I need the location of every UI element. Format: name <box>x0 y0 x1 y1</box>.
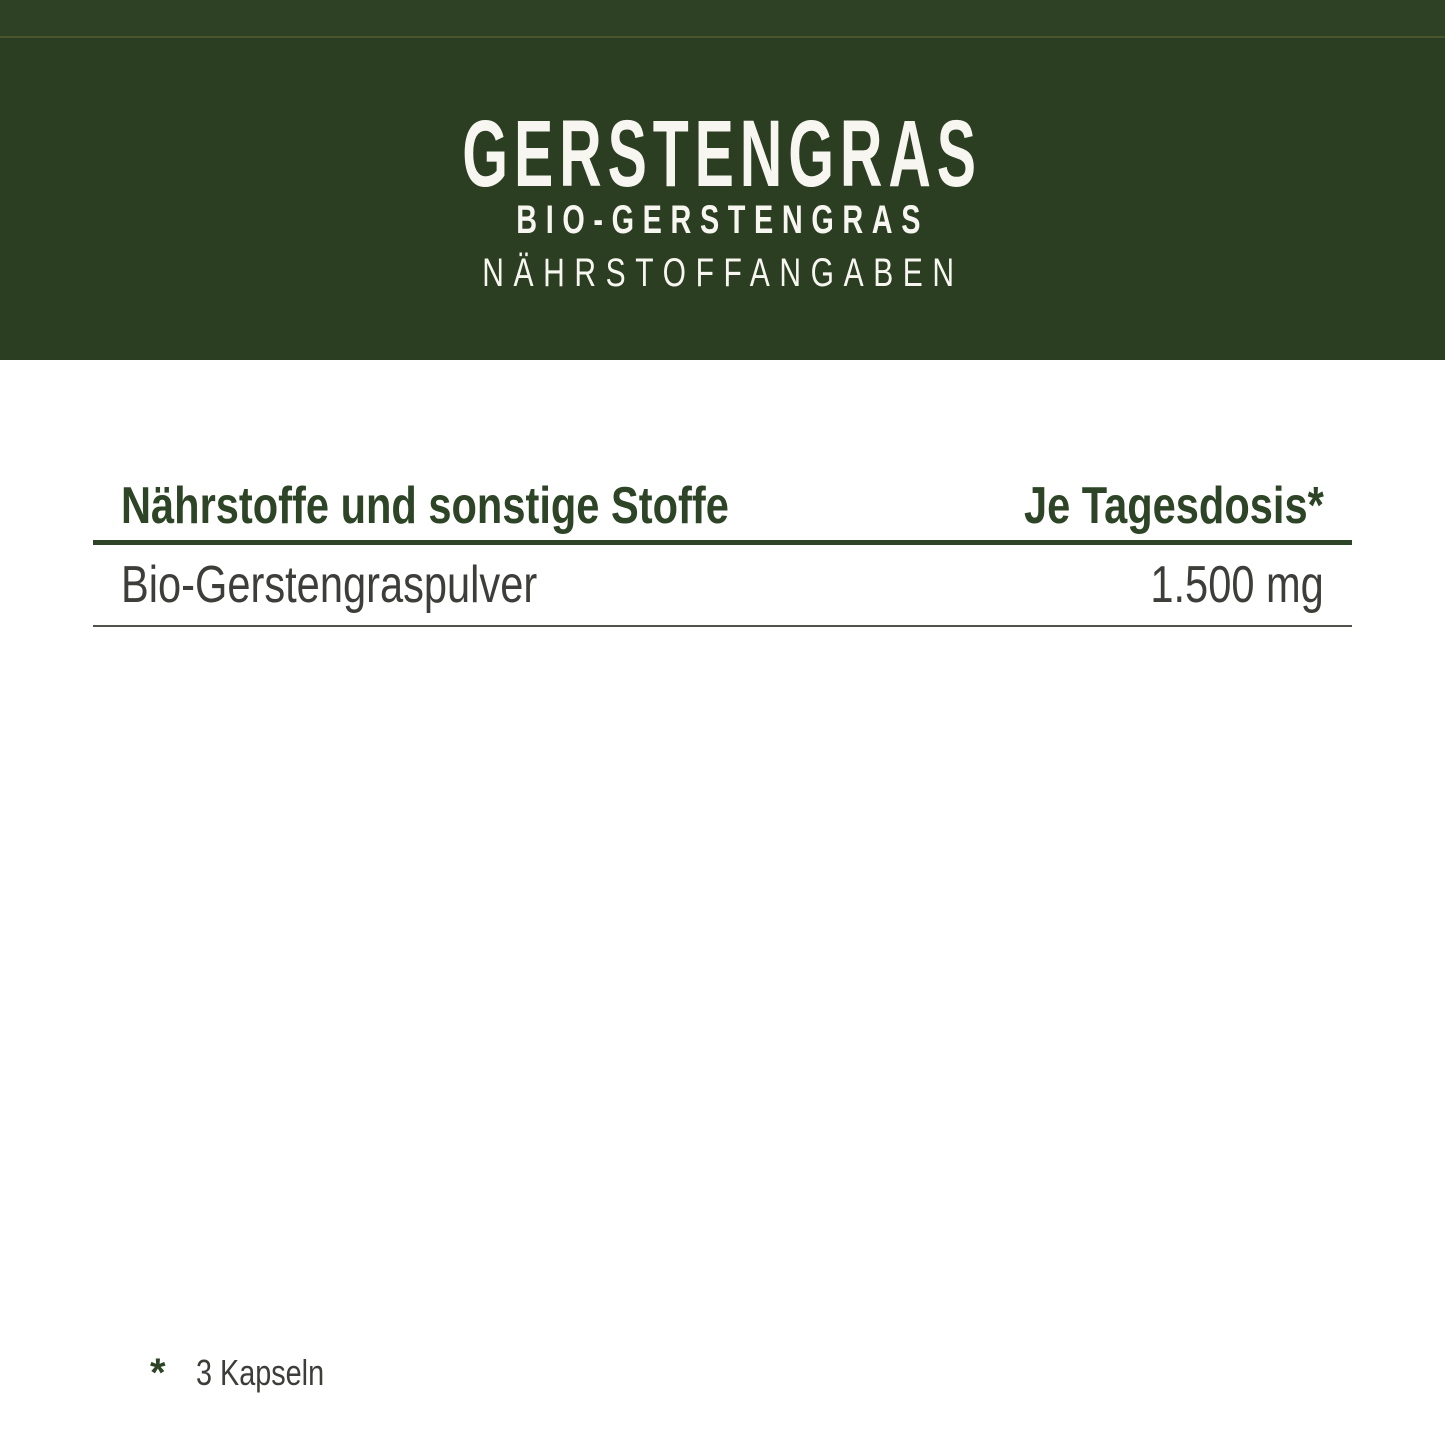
column-nutrients-label: Nährstoffe und sonstige Stoffe <box>121 477 729 535</box>
column-dose-label: Je Tagesdosis* <box>1024 477 1324 535</box>
table-row <box>93 545 1352 627</box>
table-header-row <box>93 470 1352 545</box>
section-label-text: NÄHRSTOFFANGABEN <box>481 251 964 295</box>
nutrient-value: 1.500 mg <box>1150 556 1324 614</box>
footnote-asterisk: * <box>150 1351 166 1395</box>
footnote <box>150 1351 356 1395</box>
header-banner <box>0 0 1445 360</box>
nutrient-name: Bio-Gerstengraspulver <box>121 556 538 614</box>
product-title <box>0 101 1445 207</box>
product-subtitle <box>0 200 1445 240</box>
section-label <box>0 253 1445 293</box>
header-top-strip <box>0 0 1445 38</box>
product-title-text: GERSTENGRAS <box>462 101 983 207</box>
footnote-text: 3 Kapseln <box>195 1352 324 1393</box>
product-subtitle-text: BIO-GERSTENGRAS <box>516 198 929 242</box>
nutrients-table <box>93 470 1352 627</box>
